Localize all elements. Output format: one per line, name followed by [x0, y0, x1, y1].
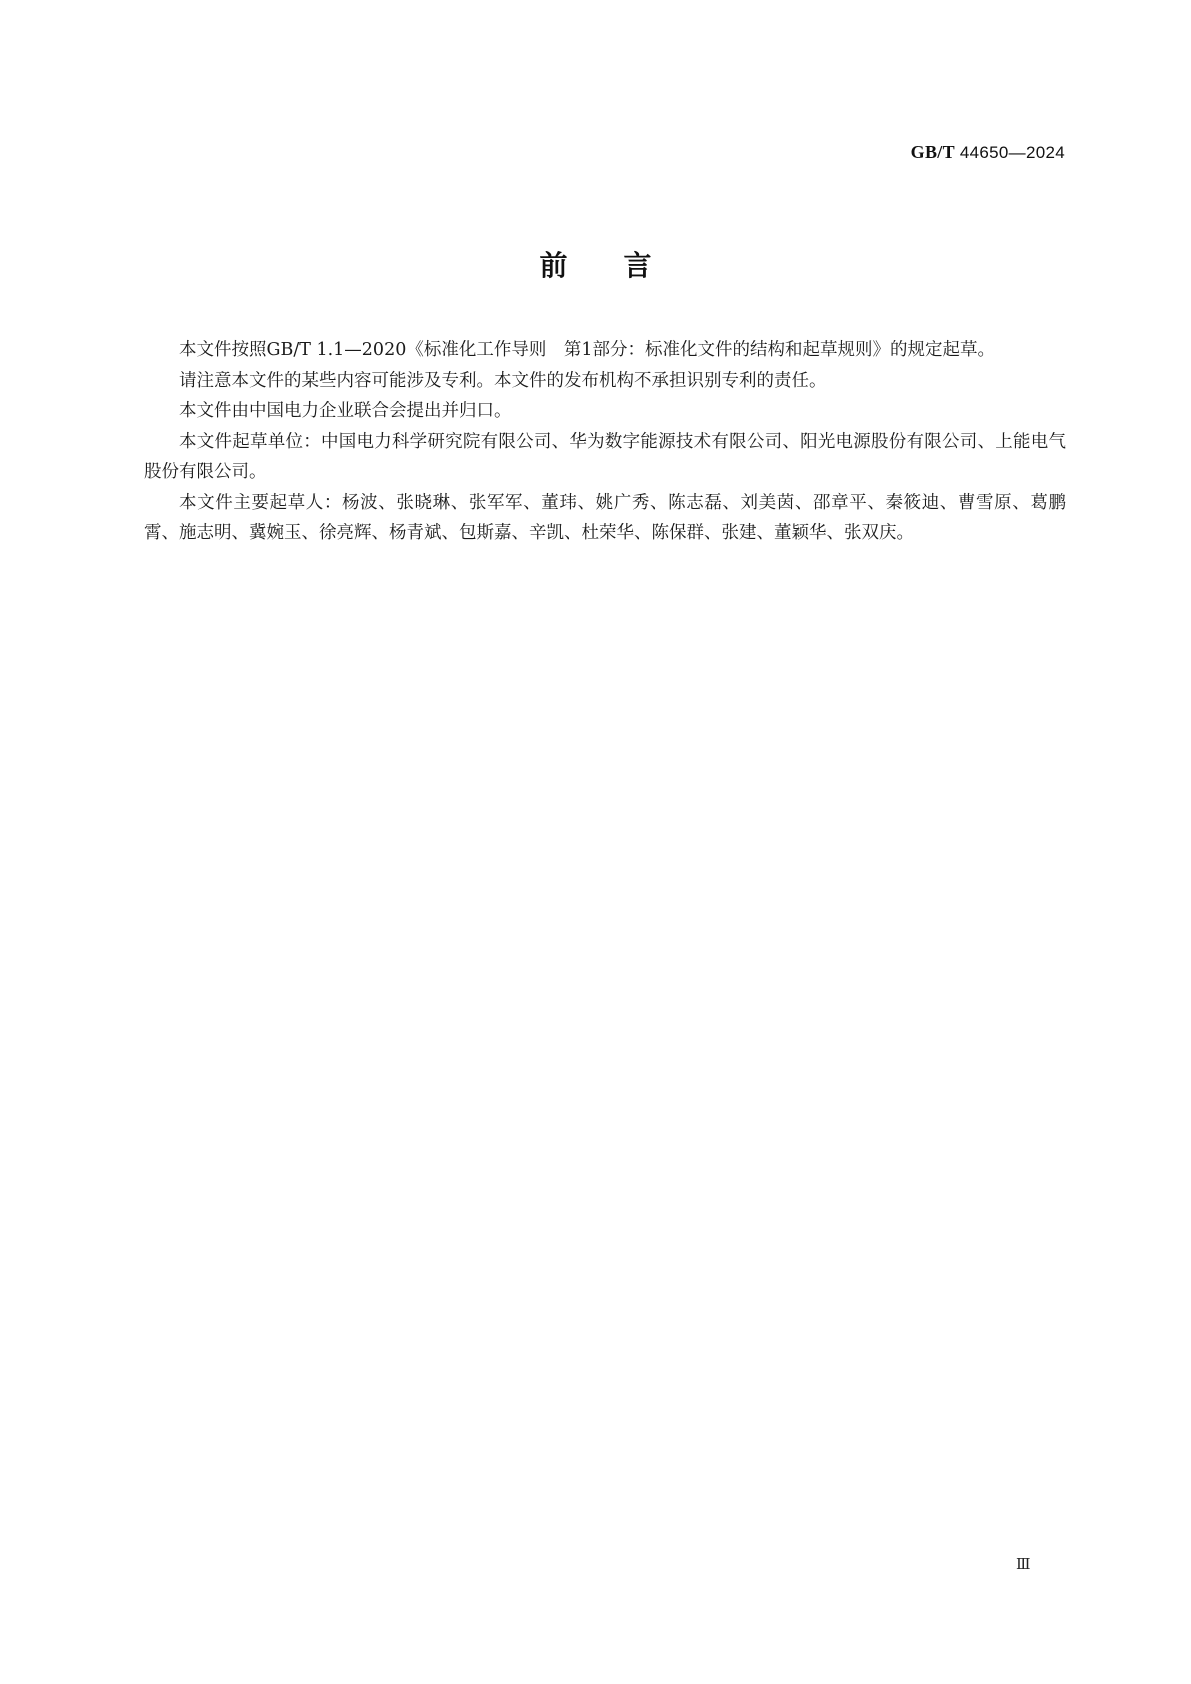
standard-code: 44650—2024: [954, 143, 1065, 162]
paragraph-drafting-rules: 本文件按照GB/T 1.1—2020《标准化工作导则 第1部分：标准化文件的结构和起草规则》的规定起草。: [179, 340, 995, 360]
paragraph-drafting-units: 本文件起草单位：中国电力科学研究院有限公司、华为数字能源技术有限公司、阳光电源股份有限公司、上能电气股份有限公司。: [144, 431, 1066, 482]
paragraph-patent-notice: 请注意本文件的某些内容可能涉及专利。本文件的发布机构不承担识别专利的责任。: [179, 370, 827, 391]
standard-prefix: GB/T: [910, 142, 955, 162]
paragraph-proposer: 本文件由中国电力企业联合会提出并归口。: [179, 401, 512, 421]
standard-number: [911, 142, 1065, 163]
page-title: 前言: [539, 249, 708, 282]
paragraph-drafters: 本文件主要起草人：杨波、张晓琳、张军军、董玮、姚广秀、陈志磊、刘美茵、邵章平、秦筱迪、曹雪原、葛鹏霄、施志明、冀婉玉、徐亮辉、杨青斌、包斯嘉、辛凯、杜荣华、陈保群、张建、董颖华、张双庆。: [144, 492, 1066, 543]
page-number: Ⅲ: [1016, 1555, 1031, 1573]
foreword-body: [144, 335, 1066, 549]
